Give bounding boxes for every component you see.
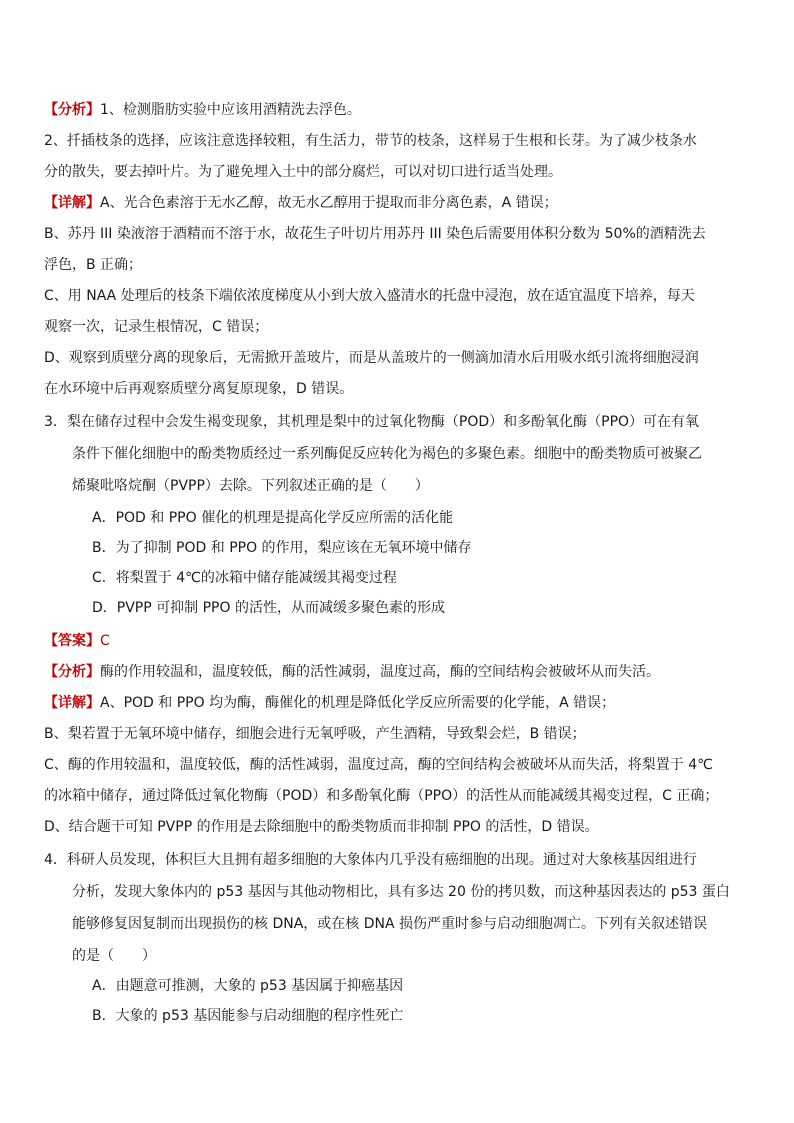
question-4-stem: 能够修复因复制而出现损伤的核 DNA，或在核 DNA 损伤严重时参与启动细胞凋亡。下列有关叙述错误 [72,916,708,932]
paragraph-line: 2、扦插枝条的选择，应该注意选择较粗，有生活力，带节的枝条，这样易于生根和长芽。为了减少枝条水 [44,133,697,149]
answer-value: C [100,633,110,649]
detail-tag: 【详解】 [44,695,100,711]
analysis-line [44,100,361,120]
option-b: B．为了抑制 POD 和 PPO 的作用，梨应该在无氧环境中储存 [92,540,472,556]
paragraph-line: D、结合题干可知 PVPP 的作用是去除细胞中的酚类物质而非抑制 PPO 的活性，D 错误。 [44,819,599,835]
paragraph-line: 分的散失，要去掉叶片。为了避免埋入土中的部分腐烂，可以对切口进行适当处理。 [44,164,562,180]
question-4-stem: 4．科研人员发现，体积巨大且拥有超多细胞的大象体内几乎没有癌细胞的出现。通过对大象核基因组进行 [44,852,697,868]
paragraph-line: B、苏丹 III 染液溶于酒精而不溶于水，故花生子叶切片用苏丹 III 染色后需要用体积分数为 50%的酒精洗去 [44,226,706,242]
analysis-tag: 【分析】 [44,102,100,118]
analysis-line [44,662,660,682]
analysis-text: 酶的作用较温和，温度较低，酶的活性减弱，温度过高，酶的空间结构会被破坏从而失活。 [100,664,660,680]
detail-line [44,193,558,213]
detail-tag: 【详解】 [44,195,100,211]
analysis-text: 1、检测脂肪实验中应该用酒精洗去浮色。 [100,102,361,118]
paragraph-line: D、观察到质壁分离的现象后，无需掀开盖玻片，而是从盖玻片的一侧滴加清水后用吸水纸引流将细胞浸润 [44,350,699,366]
option-a: A．POD 和 PPO 催化的机理是提高化学反应所需的活化能 [92,510,454,526]
detail-text: A、POD 和 PPO 均为酶，酶催化的机理是降低化学反应所需要的化学能，A 错误； [100,695,616,711]
detail-text: A、光合色素溶于无水乙醇，故无水乙醇用于提取而非分离色素，A 错误； [100,195,558,211]
paragraph-line: C、用 NAA 处理后的枝条下端依浓度梯度从小到大放入盛清水的托盘中浸泡，放在适宜温度下培养，每天 [44,288,695,304]
question-4-stem: 分析，发现大象体内的 p53 基因与其他动物相比，具有多达 20 份的拷贝数，而这种基因表达的 p53 蛋白 [72,884,730,900]
detail-line [44,693,615,713]
answer-tag: 【答案】 [44,633,100,649]
question-3-stem: 烯聚吡咯烷酮（PVPP）去除。下列叙述正确的是（ ） [72,478,429,494]
paragraph-line: B、梨若置于无氧环境中储存，细胞会进行无氧呼吸，产生酒精，导致梨会烂，B 错误； [44,726,586,742]
paragraph-line: 在水环境中后再观察质壁分离复原现象，D 错误。 [44,381,354,397]
option-d: D．PVPP 可抑制 PPO 的活性，从而减缓多聚色素的形成 [92,600,445,616]
option-b: B．大象的 p53 基因能参与启动细胞的程序性死亡 [92,1008,404,1024]
option-a: A．由题意可推测，大象的 p53 基因属于抑癌基因 [92,978,404,994]
option-c: C．将梨置于 4℃的冰箱中储存能减缓其褐变过程 [92,570,397,586]
paragraph-line: 的冰箱中储存，通过降低过氧化物酶（POD）和多酚氧化酶（PPO）的活性从而能减缓其褐变过程，C 正确； [44,788,719,804]
question-3-stem: 条件下催化细胞中的酚类物质经过一系列酶促反应转化为褐色的多聚色素。细胞中的酚类物质可被聚乙 [72,446,702,462]
analysis-tag: 【分析】 [44,664,100,680]
question-4-stem: 的是（ ） [72,948,156,964]
paragraph-line: 观察一次，记录生根情况，C 错误； [44,319,269,335]
answer-line [44,631,110,651]
paragraph-line: 浮色，B 正确； [44,257,143,273]
paragraph-line: C、酶的作用较温和，温度较低，酶的活性减弱，温度过高，酶的空间结构会被破坏从而失活，将梨置于 4℃ [44,757,713,773]
question-3-stem: 3．梨在储存过程中会发生褐变现象，其机理是梨中的过氧化物酶（POD）和多酚氧化酶（PPO）可在有氧 [44,414,700,430]
